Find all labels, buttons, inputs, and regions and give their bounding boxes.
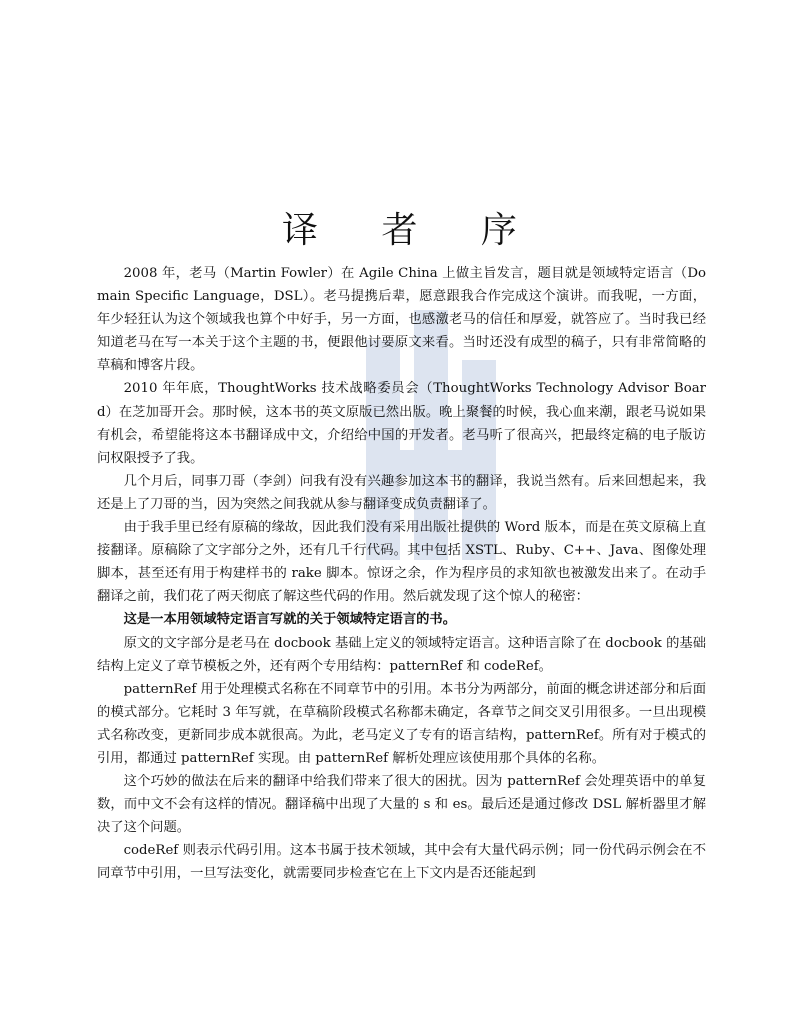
paragraph: 由于我手里已经有原稿的缘故，因此我们没有采用出版社提供的 Word 版本，而是在英文原稿上直接翻译。原稿除了文字部分之外，还有几千行代码。其中包括 XSTL、Ruby、C++、Java、图像处理脚本，甚至还有用于构建样书的 rake 脚本。惊讶之余，作为程序员的求知欲也被激发出来了。在动手翻译之前，我们花了两天彻底了解这些代码的作用。然后就发现了这个惊人的秘密： <box>97 520 706 605</box>
paragraph: codeRef 则表示代码引用。这本书属于技术领域，其中会有大量代码示例；同一份代码示例会在不同章节中引用，一旦写法变化，就需要同步检查它在上下文内是否还能起到 <box>97 843 706 882</box>
paragraph: 2008 年，老马（Martin Fowler）在 Agile China 上做主旨发言，题目就是领域特定语言（Domain Specific Language，DSL）。老马提携后辈，愿意跟我合作完成这个演讲。而我呢，一方面，年少轻狂认为这个领域我也算个中好手，另一方面，也感激老马的信任和厚爱，就答应了。当时我已经知道老马在写一本关于这个主题的书，便跟他讨要原文来看。当时还没有成型的稿子，只有非常简略的草稿和博客片段。 <box>97 266 706 374</box>
paragraph: 原文的文字部分是老马在 docbook 基础上定义的领域特定语言。这种语言除了在 docbook 的基础结构上定义了章节模板之外，还有两个专用结构：patternRef 和 codeRef。 <box>97 635 706 674</box>
paragraph: 几个月后，同事刀哥（李剑）问我有没有兴趣参加这本书的翻译，我说当然有。后来回想起来，我还是上了刀哥的当，因为突然之间我就从参与翻译变成负责翻译了。 <box>97 473 706 512</box>
highlighted-statement: 这是一本用领域特定语言写就的关于领域特定语言的书。 <box>123 612 457 628</box>
paragraph: 2010 年年底，ThoughtWorks 技术战略委员会（ThoughtWorks Technology Advisor Board）在芝加哥开会。那时候，这本书的英文原版已然出版。晚上聚餐的时候，我心血来潮，跟老马说如果有机会，希望能将这本书翻译成中文，介绍给中国的开发者。老马听了很高兴，把最终定稿的电子版访问权限授予了我。 <box>97 381 706 466</box>
paragraph: 这个巧妙的做法在后来的翻译中给我们带来了很大的困扰。因为 patternRef 会处理英语中的单复数，而中文不会有这样的情况。翻译稿中出现了大量的 s 和 es。最后还是通过修改 DSL 解析器里才解决了这个问题。 <box>97 774 706 836</box>
body-text <box>97 262 706 886</box>
page-title: 译 者 序 <box>282 210 543 252</box>
paragraph: patternRef 用于处理模式名称在不同章节中的引用。本书分为两部分，前面的概念讲述部分和后面的模式部分。它耗时 3 年写就，在草稿阶段模式名称都未确定，各章节之间交叉引用很多。一旦出现模式名称改变，更新同步成本就很高。为此，老马定义了专有的语言结构，patternRef。所有对于模式的引用，都通过 patternRef 实现。由 patternRef 解析处理应该使用那个具体的名称。 <box>97 681 706 766</box>
